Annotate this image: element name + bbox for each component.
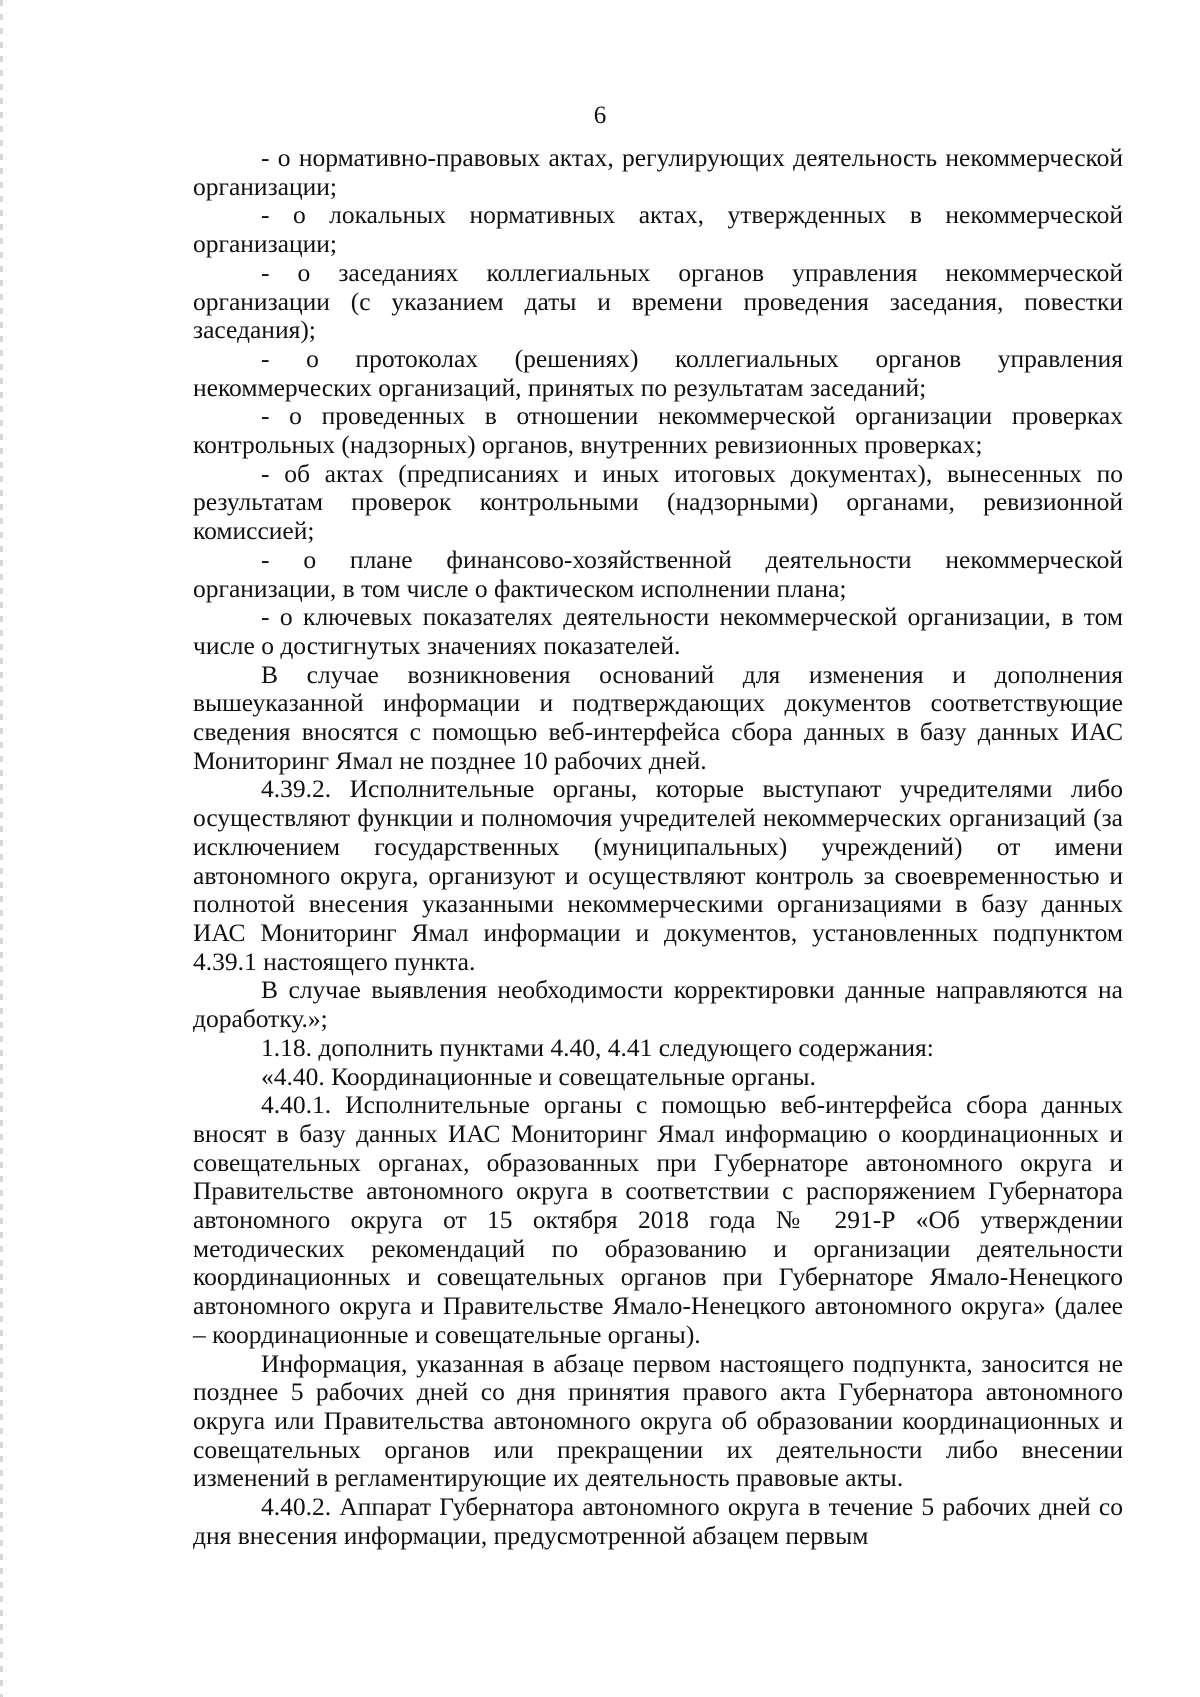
paragraph-collegial-meetings: - о заседаниях коллегиальных органов управления некоммерческой организации (с указанием даты и времени проведения заседания, повестки заседания); <box>193 257 1123 345</box>
paragraph-inspection-acts: - об актах (предписаниях и иных итоговых документах), вынесенных по результатам проверок контрольными (надзорными) органами, ревизионной комиссией; <box>193 458 1123 546</box>
paragraph-entry-deadline: Информация, указанная в абзаце первом настоящего подпункта, заносится не позднее 5 рабочих дней со дня принятия правого акта Губернатора автономного округа или Правительства автономного округа об образовании координационных и совещательных органов или прекращении их деятельности либо внесении изменений в регламентирующие их деятельность правовые акты. <box>193 1348 1123 1493</box>
paragraph-meeting-protocols: - о протоколах (решениях) коллегиальных органов управления некоммерческих организаций, принятых по результатам заседаний; <box>193 343 1123 402</box>
paragraph-financial-plan: - о плане финансово-хозяйственной деятельности некоммерческой организации, в том числе о фактическом исполнении плана; <box>193 544 1123 603</box>
paragraph-1-18: 1.18. дополнить пунктами 4.40, 4.41 следующего содержания: <box>261 1032 934 1062</box>
paragraph-inspections: - о проведенных в отношении некоммерческой организации проверках контрольных (надзорных) органов, внутренних ревизионных проверках; <box>193 401 1123 460</box>
paragraph-information-updates: В случае возникновения оснований для изменения и дополнения вышеуказанной информации и подтверждающих документов соответствующие сведения вносятся с помощью веб-интерфейса сбора данных в базу данных ИАС Мониторинг Ямал не позднее 10 рабочих дней. <box>193 659 1123 775</box>
paragraph-4-40-1: 4.40.1. Исполнительные органы с помощью веб-интерфейса сбора данных вносят в базу данных ИАС Мониторинг Ямал информацию о координационных и совещательных органах, образованных при Губернаторе автономного округа и Правительстве автономного округа в соответствии с распоряжением Губернатора автономного округа от 15 октября 2018 года № 291-Р «Об утверждении методических рекомендаций по образованию и организации деятельности координационных и совещательных органов при Губернаторе Ямало-Ненецкого автономного округа и Правительстве Ямало-Ненецкого автономного округа» (далее – координационные и совещательные органы). <box>193 1090 1123 1349</box>
paragraph-4-39-2: 4.39.2. Исполнительные органы, которые выступают учредителями либо осуществляют функции и полномочия учредителей некоммерческих организаций (за исключением государственных (муниципальных) учреждений) от имени автономного округа, организуют и осуществляют контроль за своевременностью и полнотой внесения указанными некоммерческими организациями в базу данных ИАС Мониторинг Ямал информации и документов, установленных подпунктом 4.39.1 настоящего пункта. <box>193 774 1123 976</box>
paragraph-key-indicators: - о ключевых показателях деятельности некоммерческой организации, в том числе о достигнутых значениях показателей. <box>193 602 1123 660</box>
paragraph-regulatory-acts: - о нормативно-правовых актах, регулирующих деятельность некоммерческой организации; <box>193 143 1123 201</box>
paragraph-4-40-heading: «4.40. Координационные и совещательные органы. <box>261 1061 816 1091</box>
scan-edge-artifact <box>0 0 3 1697</box>
paragraph-local-acts: - о локальных нормативных актах, утвержденных в некоммерческой организации; <box>193 200 1123 259</box>
paragraph-4-40-2: 4.40.2. Аппарат Губернатора автономного округа в течение 5 рабочих дней со дня внесения информации, предусмотренной абзацем первым <box>193 1492 1123 1550</box>
document-body <box>193 144 1123 1550</box>
page-number: 6 <box>593 102 607 129</box>
paragraph-correction-note: В случае выявления необходимости корректировки данные направляются на доработку.»; <box>193 975 1123 1034</box>
